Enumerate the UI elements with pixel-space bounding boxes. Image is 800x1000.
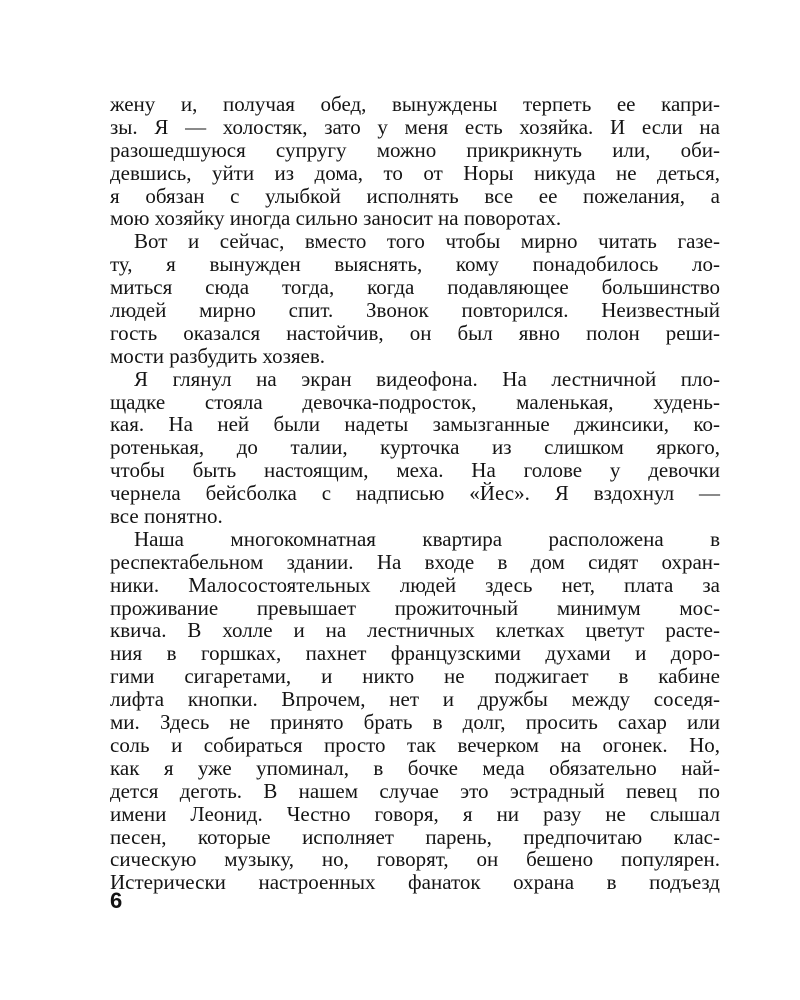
text-line: ми. Здесь не принято брать в долг, просить сахар или bbox=[110, 710, 720, 735]
text-line: я обязан с улыбкой исполнять все ее пожелания, а bbox=[110, 183, 720, 208]
text-line: кая. На ней были надеты замызганные джинсики, ко- bbox=[110, 412, 720, 437]
text-line: гими сигаретами, и никто не поджигает в кабине bbox=[110, 664, 720, 689]
text-line: Истерически настроенных фанаток охрана в подъезд bbox=[110, 870, 720, 895]
text-line: ния в горшках, пахнет французскими духами и доро- bbox=[110, 641, 720, 666]
text-line: мою хозяйку иногда сильно заносит на поворотах. bbox=[110, 206, 562, 231]
text-line: ротенькая, до талии, курточка из слишком яркого, bbox=[110, 435, 720, 460]
text-line: девшись, уйти из дома, то от Норы никуда не деться, bbox=[110, 160, 720, 185]
text-line: соль и собираться просто так вечерком на огонек. Но, bbox=[110, 732, 720, 757]
text-line: щадке стояла девочка-подросток, маленькая, худень- bbox=[110, 389, 720, 414]
text-line: Наша многокомнатная квартира расположена в bbox=[134, 526, 720, 551]
body-text bbox=[110, 93, 720, 894]
text-line: как я уже упоминал, в бочке меда обязательно най- bbox=[110, 755, 720, 780]
text-line: проживание превышает прожиточный минимум мос- bbox=[110, 595, 720, 620]
text-line: чернела бейсболка с надписью «Йес». Я вздохнул — bbox=[110, 481, 720, 506]
text-line: сическую музыку, но, говорят, он бешено популярен. bbox=[110, 847, 720, 872]
text-line: Я глянул на экран видеофона. На лестничной пло- bbox=[134, 366, 720, 391]
text-line: имени Леонид. Честно говоря, я ни разу не слышал bbox=[110, 801, 720, 826]
text-line: жену и, получая обед, вынуждены терпеть ее капри- bbox=[110, 92, 720, 116]
page-number: 6 bbox=[110, 888, 123, 913]
text-line: дется деготь. В нашем случае это эстрадный певец по bbox=[110, 778, 720, 803]
text-line: песен, которые исполняет парень, предпочитаю клас- bbox=[110, 824, 720, 849]
text-line: чтобы быть настоящим, меха. На голове у девочки bbox=[110, 458, 720, 483]
text-line: миться сюда тогда, когда подавляющее большинство bbox=[110, 275, 720, 300]
text-line: ники. Малосостоятельных людей здесь нет, плата за bbox=[110, 572, 720, 597]
text-line: людей мирно спит. Звонок повторился. Неизвестный bbox=[110, 298, 720, 323]
text-line: зы. Я — холостяк, зато у меня есть хозяйка. И если на bbox=[110, 114, 720, 139]
text-line: квича. В холле и на лестничных клетках цветут расте- bbox=[110, 618, 720, 643]
text-line: ту, я вынужден выяснять, кому понадобилось ло- bbox=[110, 252, 720, 277]
text-line: Вот и сейчас, вместо того чтобы мирно читать газе- bbox=[134, 229, 720, 254]
text-line: лифта кнопки. Впрочем, нет и дружбы между соседя- bbox=[110, 687, 720, 712]
text-line: гость оказался настойчив, он был явно полон реши- bbox=[110, 320, 720, 345]
text-line: респектабельном здании. На входе в дом сидят охран- bbox=[110, 549, 720, 574]
text-line: мости разбудить хозяев. bbox=[110, 343, 326, 368]
text-line: все понятно. bbox=[110, 504, 223, 529]
text-line: разошедшуюся супругу можно прикрикнуть или, оби- bbox=[110, 137, 720, 162]
